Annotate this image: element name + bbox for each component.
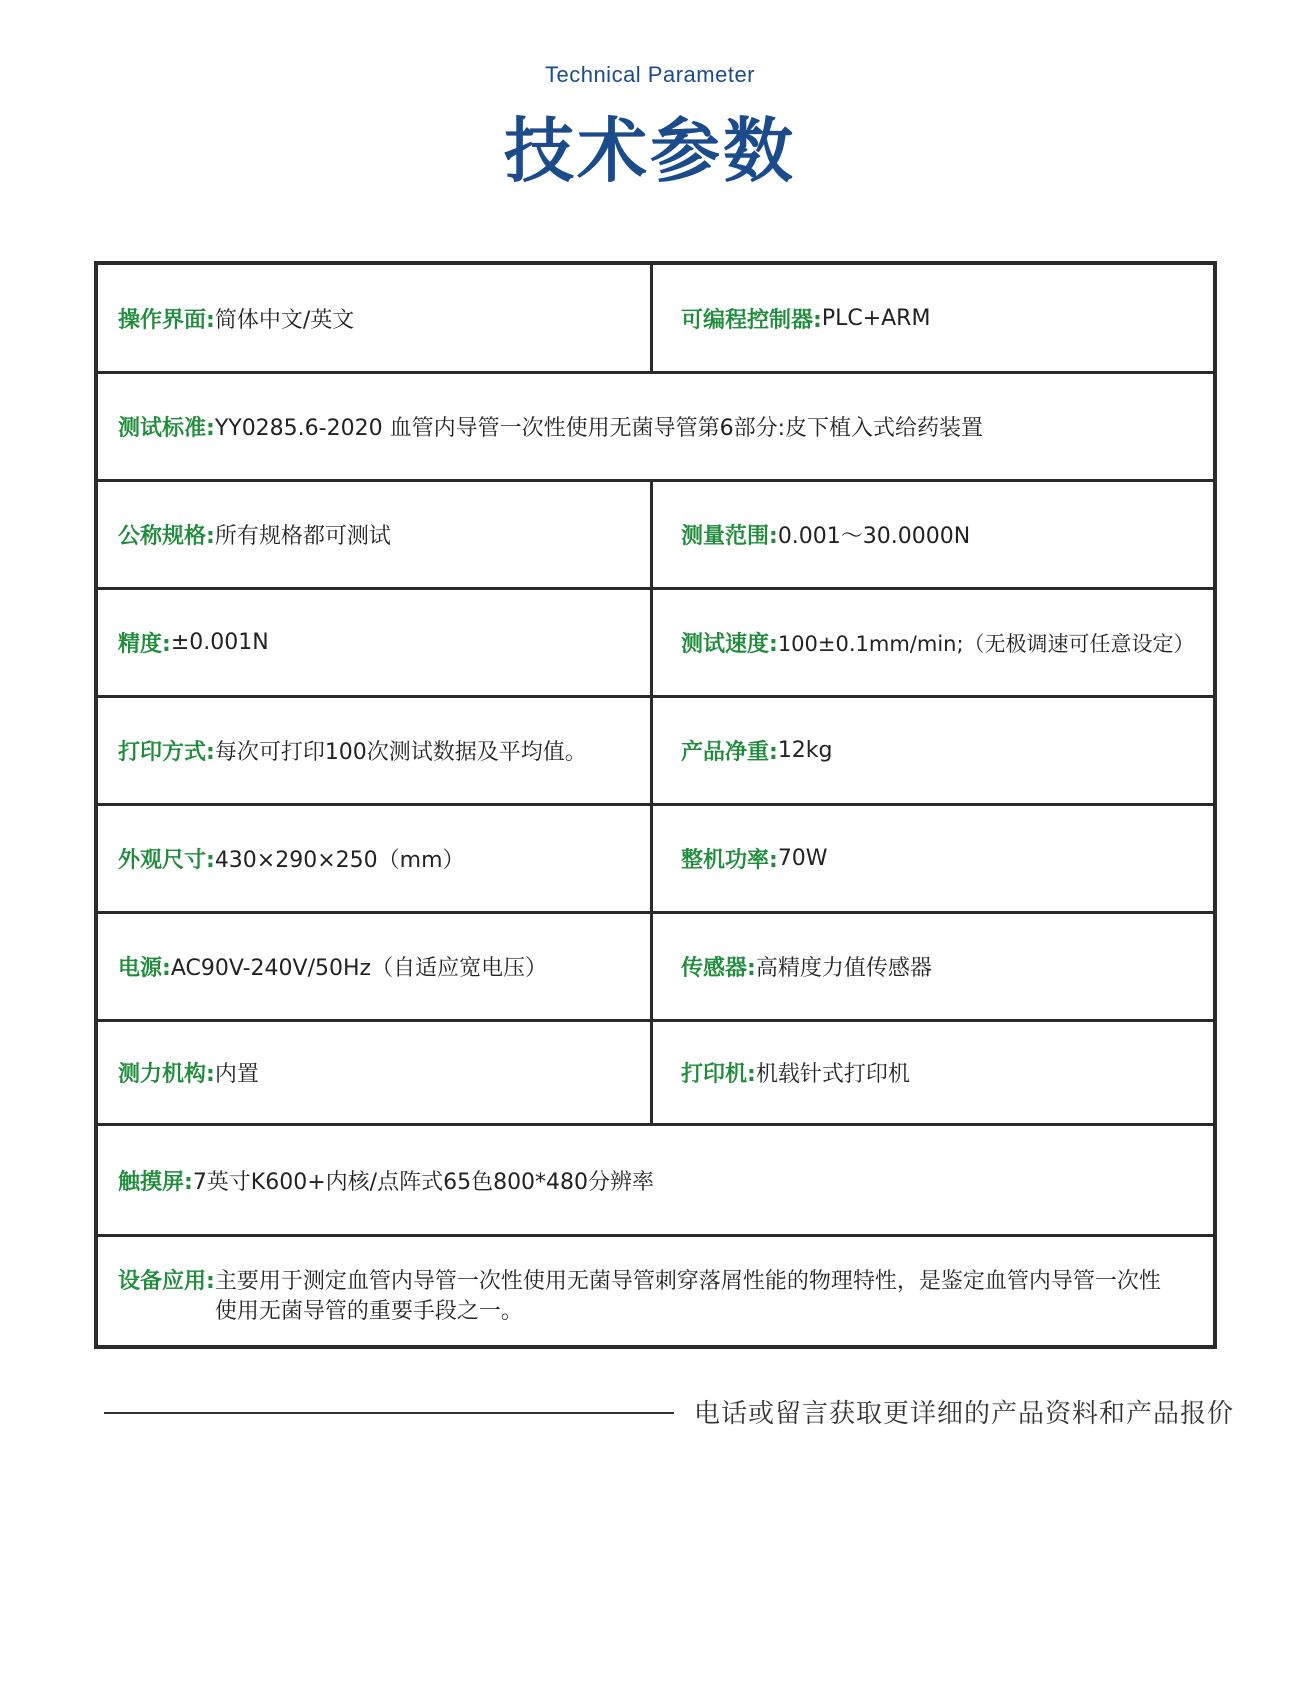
spec-row	[98, 698, 1213, 806]
spec-value: ±0.001N	[170, 630, 269, 655]
spec-cell-print-mode	[98, 698, 653, 803]
page-subtitle: Technical Parameter	[544, 62, 756, 87]
spec-value: 内置	[214, 1062, 259, 1087]
spec-label: 打印方式:	[118, 740, 215, 765]
spec-row	[98, 590, 1213, 698]
spec-value: 机载针式打印机	[755, 1062, 910, 1087]
footer-contact-text: 电话或留言获取更详细的产品资料和产品报价	[694, 1399, 1235, 1429]
spec-label: 设备应用:	[118, 1269, 215, 1294]
spec-cell-power	[653, 806, 1214, 911]
spec-cell-force-mechanism	[98, 1022, 653, 1123]
spec-row	[98, 265, 1213, 374]
spec-value: AC90V-240V/50Hz（自适应宽电压）	[170, 956, 548, 981]
spec-value: 0.001～30.0000N	[777, 524, 971, 549]
spec-value: 主要用于测定血管内导管一次性使用无菌导管刺穿落屑性能的物理特性，是鉴定血管内导管一次性使用无菌导管的重要手段之一。	[214, 1269, 1161, 1324]
spec-label: 精度:	[118, 632, 171, 657]
spec-value: 每次可打印100次测试数据及平均值。	[214, 740, 587, 765]
spec-cell-dimensions	[98, 806, 653, 911]
spec-label: 外观尺寸:	[118, 848, 215, 873]
spec-row	[98, 914, 1213, 1022]
spec-cell-measure-range	[653, 482, 1214, 587]
spec-row	[98, 806, 1213, 914]
page-title: 技术参数	[504, 110, 796, 192]
spec-value: 高精度力值传感器	[755, 956, 932, 981]
spec-value: 430×290×250（mm）	[214, 848, 465, 873]
spec-row	[98, 374, 1213, 482]
spec-label: 打印机:	[681, 1062, 756, 1087]
spec-label: 测力机构:	[118, 1062, 215, 1087]
spec-row	[98, 1126, 1213, 1237]
spec-label: 整机功率:	[681, 848, 778, 873]
spec-cell-net-weight	[653, 698, 1214, 803]
spec-label: 可编程控制器:	[681, 307, 822, 333]
spec-row	[98, 1022, 1213, 1126]
footer-divider	[104, 1412, 674, 1414]
spec-label: 产品净重:	[681, 740, 778, 765]
spec-cell-printer	[653, 1022, 1214, 1123]
spec-row	[98, 1237, 1213, 1345]
spec-cell-sensor	[653, 914, 1214, 1019]
spec-label: 测量范围:	[681, 524, 778, 549]
spec-label: 操作界面:	[118, 307, 215, 333]
spec-value: 7英寸K600+内核/点阵式65色800*480分辨率	[192, 1169, 655, 1195]
spec-cell-test-speed	[653, 590, 1214, 695]
spec-value: 100±0.1mm/min;（无极调速可任意设定）	[777, 631, 1195, 656]
spec-value: YY0285.6-2020 血管内导管一次性使用无菌导管第6部分:皮下植入式给药装置	[214, 416, 983, 441]
spec-cell-touchscreen	[98, 1126, 1213, 1234]
spec-value: 简体中文/英文	[214, 307, 355, 333]
spec-cell-power-supply	[98, 914, 653, 1019]
spec-label: 测试速度:	[681, 632, 778, 657]
spec-cell-test-standard	[98, 374, 1213, 479]
spec-label: 测试标准:	[118, 416, 215, 441]
spec-label: 传感器:	[681, 956, 756, 981]
spec-value: 70W	[777, 846, 828, 871]
spec-row	[98, 482, 1213, 590]
spec-label: 触摸屏:	[118, 1169, 193, 1195]
spec-cell-plc	[653, 265, 1214, 371]
spec-label: 电源:	[118, 956, 171, 981]
spec-value: 12kg	[777, 738, 833, 763]
spec-table	[94, 261, 1217, 1349]
spec-cell-accuracy	[98, 590, 653, 695]
spec-cell-operation-interface	[98, 265, 653, 371]
spec-cell-nominal-spec	[98, 482, 653, 587]
spec-value: 所有规格都可测试	[214, 524, 391, 549]
spec-value: PLC+ARM	[821, 305, 931, 331]
spec-cell-application	[98, 1237, 1213, 1345]
spec-label: 公称规格:	[118, 524, 215, 549]
